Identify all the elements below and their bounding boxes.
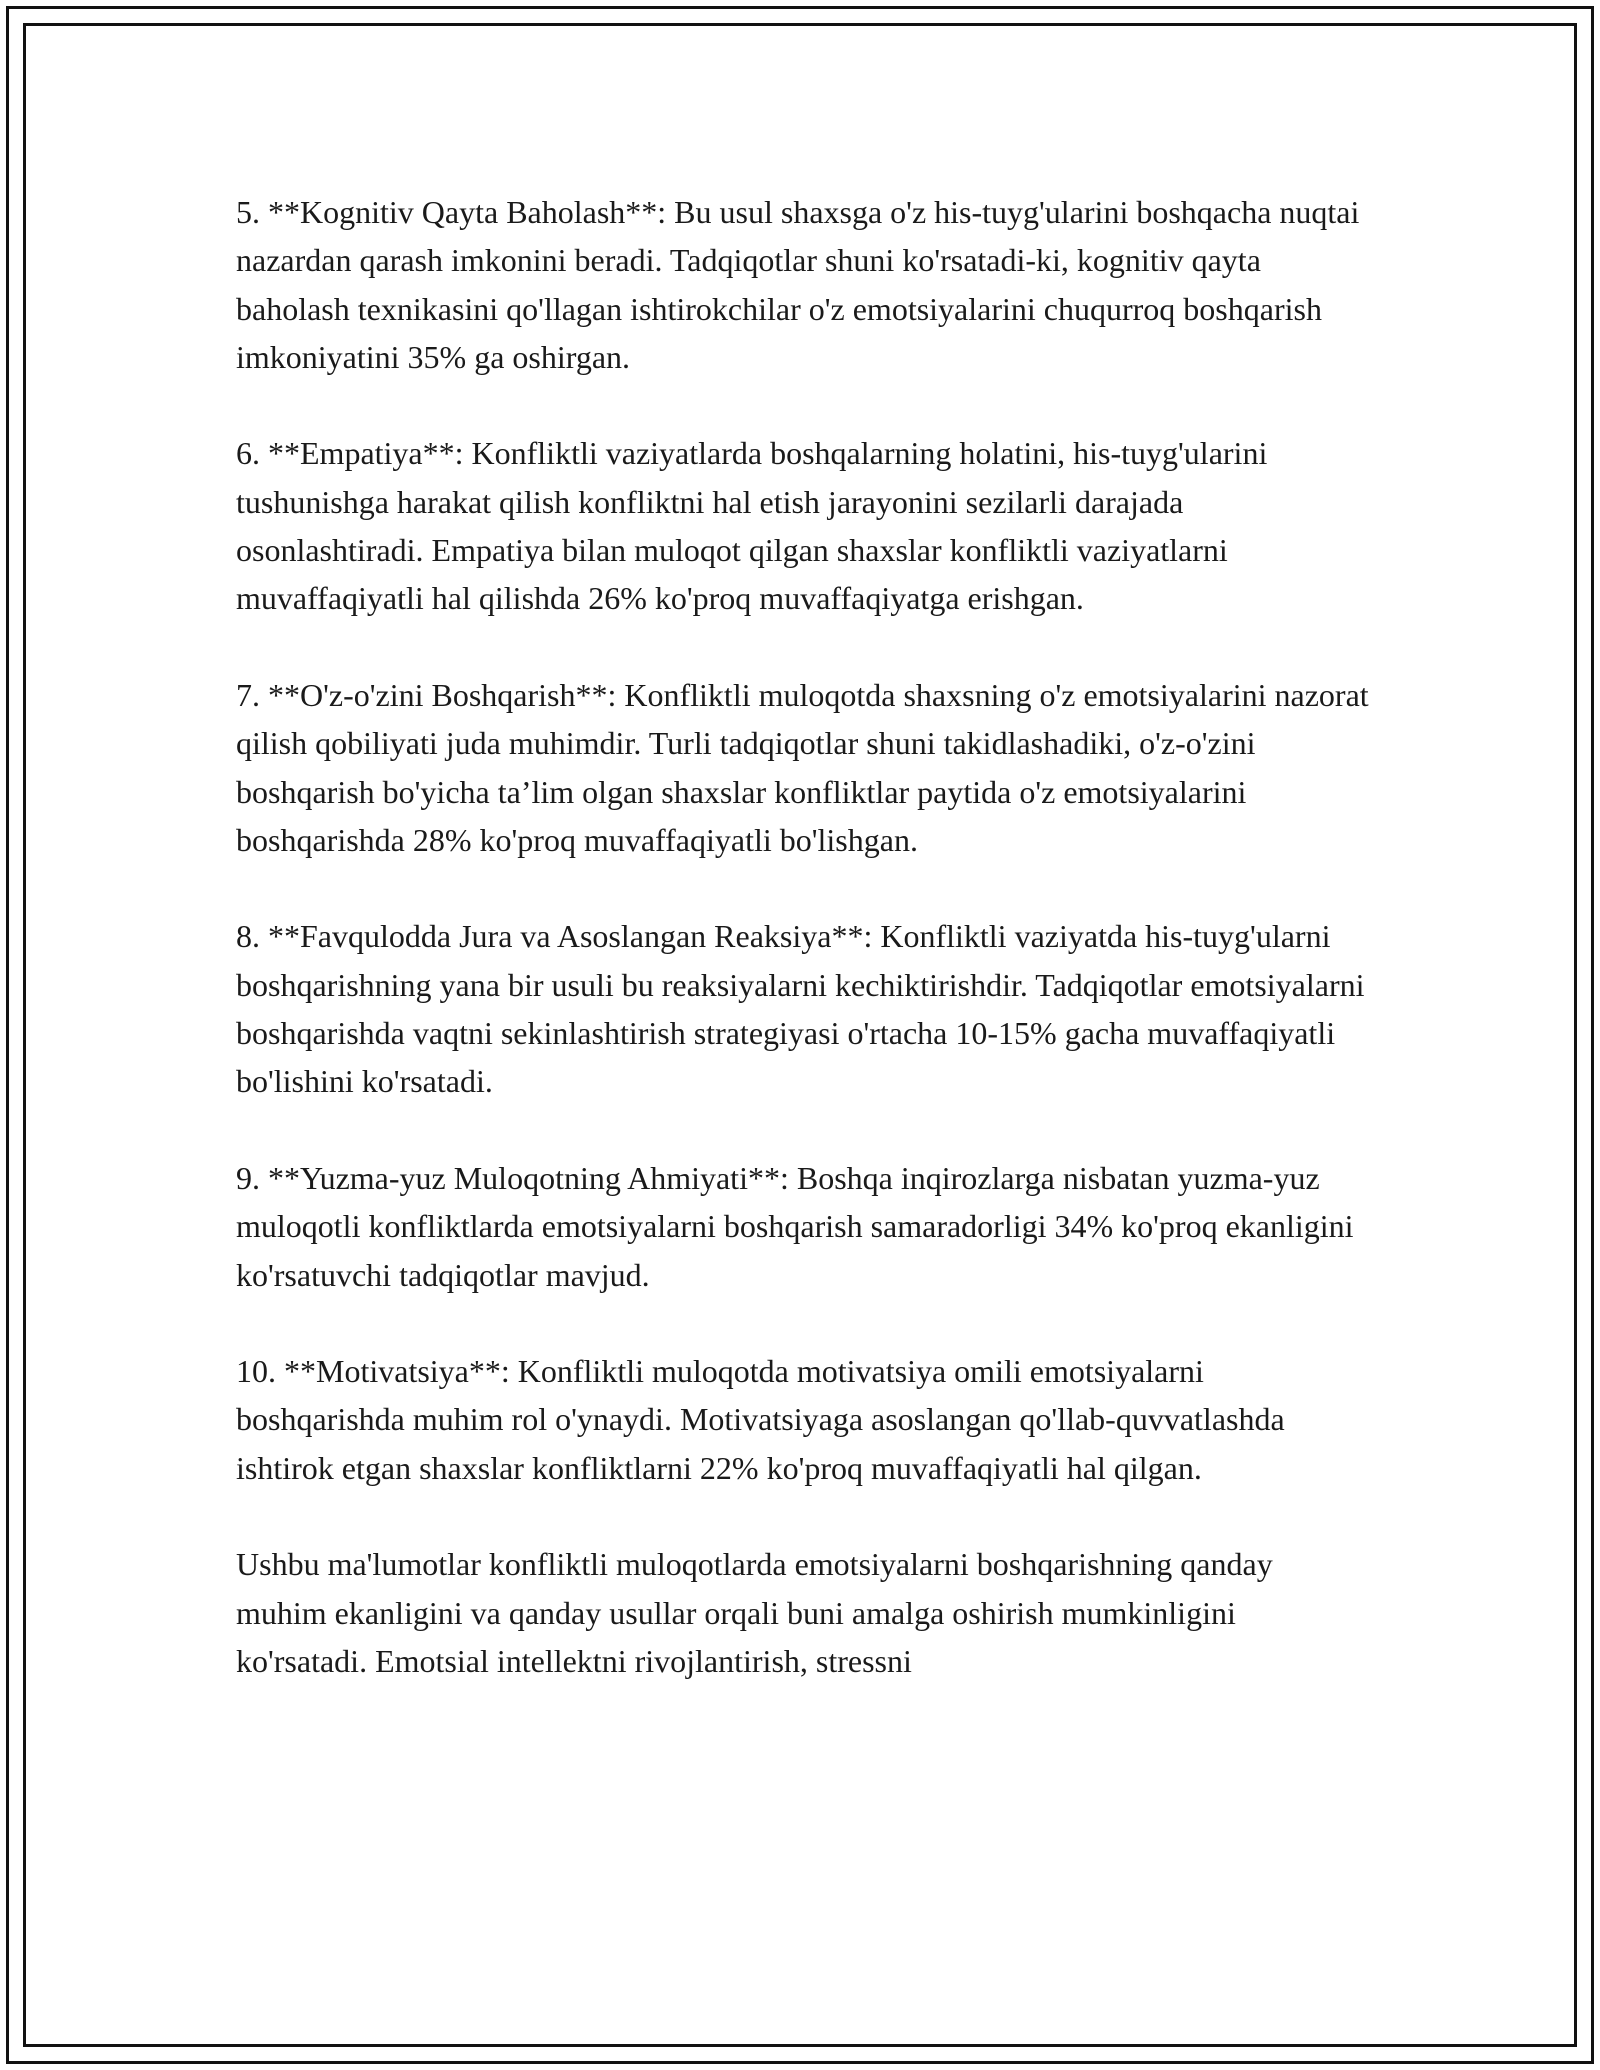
paragraph-oz-ozini-boshqarish: 7. **O'z-o'zini Boshqarish**: Konfliktli muloqotda shaxsning o'z emotsiyalarini nazorat qilish qobiliyati juda muhimdir. Turli tadqiqotlar shuni takidlashadiki, o'z-o'zini boshqarish bo'yicha ta’lim olgan shaxslar konfliktlar paytida o'z emotsiyalarini boshqarishda 28% ko'proq muvaffaqiyatli bo'lishgan.	[236, 676, 1369, 858]
paragraph-empatiya: 6. **Empatiya**: Konfliktli vaziyatlarda boshqalarning holatini, his-tuyg'ularini tushunishga harakat qilish konfliktni hal etish jarayonini sezilarli darajada osonlashtiradi. Empatiya bilan muloqot qilgan shaxslar konfliktli vaziyatlarni muvaffaqiyatli hal qilishda 26% ko'proq muvaffaqiyatga erishgan.	[236, 435, 1268, 617]
paragraph-kognitiv-qayta-baholash: 5. **Kognitiv Qayta Baholash**: Bu usul shaxsga o'z his-tuyg'ularini boshqacha nuqtai nazardan qarash imkonini beradi. Tadqiqotlar shuni ko'rsatadi-ki, kognitiv qayta baholash texnikasini qo'llagan ishtirokchilar o'z emotsiyalarini chuqurroq boshqarish imkoniyatini 35% ga oshirgan.	[236, 194, 1360, 375]
document-body	[236, 188, 1371, 1734]
paragraph-conclusion: Ushbu ma'lumotlar konfliktli muloqotlarda emotsiyalarni boshqarishning qanday muhim ekanligini va qanday usullar orqali buni amalga oshirish mumkinligini ko'rsatadi. Emotsial intellektni rivojlantirish, stressni	[236, 1546, 1273, 1679]
paragraph-yuzma-yuz-muloqot: 9. **Yuzma-yuz Muloqotning Ahmiyati**: Boshqa inqirozlarga nisbatan yuzma-yuz muloqotli konfliktlarda emotsiyalarni boshqarish samaradorligi 34% ko'proq ekanligini ko'rsatuvchi tadqiqotlar mavjud.	[236, 1159, 1354, 1293]
paragraph-motivatsiya: 10. **Motivatsiya**: Konfliktli muloqotda motivatsiya omili emotsiyalarni boshqarishda muhim rol o'ynaydi. Motivatsiyaga asoslangan qo'llab-quvvatlashda ishtirok etgan shaxslar konfliktlarni 22% ko'proq muvaffaqiyatli hal qilgan.	[236, 1353, 1285, 1486]
paragraph-favqulodda-jura: 8. **Favqulodda Jura va Asoslangan Reaksiya**: Konfliktli vaziyatda his-tuyg'ularni boshqarishning yana bir usuli bu reaksiyalarni kechiktirishdir. Tadqiqotlar emotsiyalarni boshqarishda vaqtni sekinlashtirish strategiyasi o'rtacha 10-15% gacha muvaffaqiyatli bo'lishini ko'rsatadi.	[236, 918, 1365, 1100]
